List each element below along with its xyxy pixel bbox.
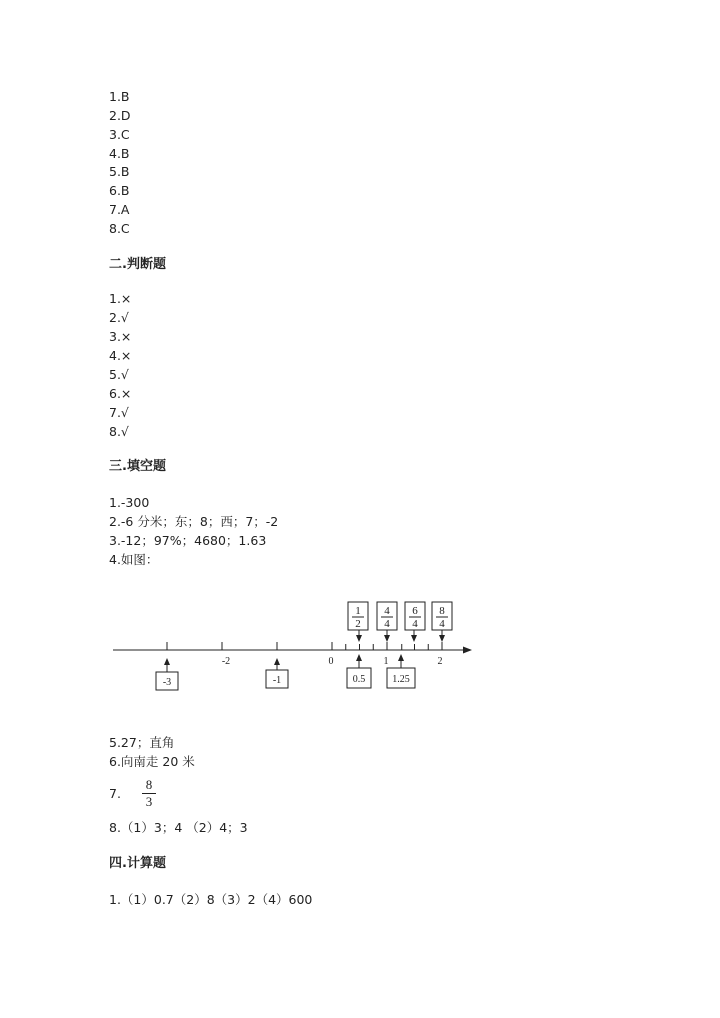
fraction-numerator: 6 xyxy=(412,605,418,617)
answer-2-3: 3.× xyxy=(109,329,132,344)
answer-1-1: 1.B xyxy=(109,89,130,104)
answer-2-8: 8.√ xyxy=(109,424,129,439)
fraction-numerator: 8 xyxy=(439,605,445,617)
answer-4-1: 1.（1）0.7（2）8（3）2（4）600 xyxy=(109,892,313,907)
fraction-numerator: 8 xyxy=(145,777,153,792)
arrowhead-up xyxy=(398,654,404,661)
fraction-numerator: 4 xyxy=(384,605,390,617)
answer-2-4: 4.× xyxy=(109,348,132,363)
answer-2-2: 2.√ xyxy=(109,310,129,325)
axis-arrowhead xyxy=(463,647,472,654)
arrowhead-down xyxy=(356,635,362,642)
section-2-title: 二.判断题 xyxy=(109,257,166,272)
section-4-title: 四.计算题 xyxy=(109,856,166,871)
tick-label: -2 xyxy=(221,656,231,667)
tick-label: 2 xyxy=(437,656,443,667)
answer-2-7: 7.√ xyxy=(109,405,129,420)
arrowhead-up xyxy=(274,658,280,665)
fraction-numerator: 1 xyxy=(355,605,361,617)
answer-3-8: 8.（1）3；4 （2）4；3 xyxy=(109,820,248,835)
answer-3-7-fraction xyxy=(142,778,156,809)
answer-3-6: 6.向南走 20 米 xyxy=(109,754,195,769)
answer-1-7: 7.A xyxy=(109,202,130,217)
answer-3-5: 5.27；直角 xyxy=(109,735,175,750)
value-box-label: -1 xyxy=(272,675,282,686)
answer-1-5: 5.B xyxy=(109,164,130,179)
section-3-title: 三.填空题 xyxy=(109,459,166,474)
arrowhead-up xyxy=(164,658,170,665)
number-line-figure xyxy=(100,592,480,694)
answer-3-2: 2.-6 分米；东；8；西；7；-2 xyxy=(109,514,279,529)
answer-3-7-label: 7. xyxy=(109,786,121,801)
answer-1-6: 6.B xyxy=(109,183,130,198)
arrowhead-down xyxy=(411,635,417,642)
answer-1-8: 8.C xyxy=(109,221,130,236)
arrowhead-down xyxy=(384,635,390,642)
fraction-denominator: 3 xyxy=(145,794,153,809)
fraction-denominator: 4 xyxy=(384,618,390,630)
answer-1-4: 4.B xyxy=(109,146,130,161)
tick-label: 1 xyxy=(383,656,389,667)
value-box-label: -3 xyxy=(162,677,172,688)
answer-1-2: 2.D xyxy=(109,108,131,123)
value-box-label: 0.5 xyxy=(352,674,366,685)
answer-2-1: 1.× xyxy=(109,291,132,306)
answer-2-5: 5.√ xyxy=(109,367,129,382)
tick-label: 0 xyxy=(328,656,334,667)
answer-3-3: 3.-12；97%；4680；1.63 xyxy=(109,533,267,548)
arrowhead-up xyxy=(356,654,362,661)
answer-2-6: 6.× xyxy=(109,386,132,401)
answer-3-4: 4.如图： xyxy=(109,552,159,567)
fraction-denominator: 4 xyxy=(412,618,418,630)
fraction-denominator: 4 xyxy=(439,618,445,630)
answer-1-3: 3.C xyxy=(109,127,130,142)
answer-3-1: 1.-300 xyxy=(109,495,150,510)
arrowhead-down xyxy=(439,635,445,642)
value-box-label: 1.25 xyxy=(392,674,410,685)
fraction-denominator: 2 xyxy=(355,618,361,630)
